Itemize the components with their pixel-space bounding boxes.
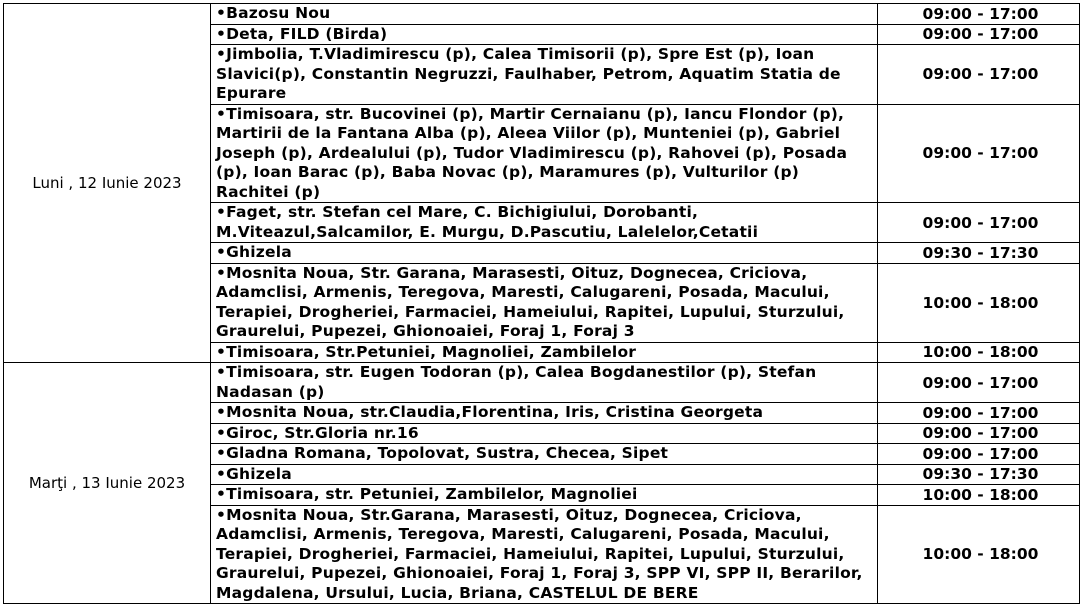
time-interval-cell: 09:00 - 17:00 (878, 363, 1080, 403)
time-interval-cell: 10:00 - 18:00 (878, 505, 1080, 604)
outage-schedule-table (3, 3, 1080, 604)
schedule-body (4, 4, 1080, 604)
time-interval-cell: 09:00 - 17:00 (878, 45, 1080, 105)
location-cell: •Mosnita Noua, str.Claudia,Florentina, Iris, Cristina Georgeta (211, 403, 878, 424)
time-interval-cell: 09:00 - 17:00 (878, 423, 1080, 444)
time-interval-cell: 09:00 - 17:00 (878, 403, 1080, 424)
time-interval-cell: 10:00 - 18:00 (878, 342, 1080, 363)
location-cell: •Ghizela (211, 464, 878, 485)
time-interval-cell: 09:00 - 17:00 (878, 203, 1080, 243)
time-interval-cell: 09:00 - 17:00 (878, 4, 1080, 25)
time-interval-cell: 10:00 - 18:00 (878, 485, 1080, 506)
table-row (4, 363, 1080, 403)
time-interval-cell: 09:00 - 17:00 (878, 24, 1080, 45)
location-cell: •Faget, str. Stefan cel Mare, C. Bichigiului, Dorobanti, M.Viteazul,Salcamilor, E. Murgu, D.Pascutiu, Lalelelor,Cetatii (211, 203, 878, 243)
day-label: Luni , 12 Iunie 2023 (4, 4, 211, 363)
location-cell: •Timisoara, str. Bucovinei (p), Martir Cernaianu (p), Iancu Flondor (p), Martirii de la Fantana Alba (p), Aleea Viilor (p), Munteniei (p), Gabriel Joseph (p), Ardealului (p), Tudor Vladimirescu (p), Rahovei (p), Posada (p), Ioan Barac (p), Baba Novac (p), Maramures (p), Vulturilor (p) Rachitei (p) (211, 104, 878, 203)
location-cell: •Timisoara, str. Petuniei, Zambilelor, Magnoliei (211, 485, 878, 506)
day-label: Marţi , 13 Iunie 2023 (4, 363, 211, 604)
location-cell: •Deta, FILD (Birda) (211, 24, 878, 45)
location-cell: •Jimbolia, T.Vladimirescu (p), Calea Timisorii (p), Spre Est (p), Ioan Slavici(p), Constantin Negruzzi, Faulhaber, Petrom, Aquatim Statia de Epurare (211, 45, 878, 105)
location-cell: •Mosnita Noua, Str.Garana, Marasesti, Oituz, Dognecea, Criciova, Adamclisi, Armenis, Teregova, Maresti, Calugareni, Posada, Macului, Terapiei, Drogheriei, Farmaciei, Hameiului, Rapitei, Lupului, Sturzului, Graurelui, Pupezei, Ghionoaiei, Foraj 1, Foraj 3, SPP VI, SPP II, Berarilor, Magdalena, Ursului, Lucia, Briana, CASTELUL DE BERE (211, 505, 878, 604)
location-cell: •Mosnita Noua, Str. Garana, Marasesti, Oituz, Dognecea, Criciova, Adamclisi, Armenis, Teregova, Maresti, Calugareni, Posada, Macului, Terapiei, Drogheriei, Farmaciei, Hameiului, Rapitei, Lupului, Sturzului, Graurelui, Pupezei, Ghionoaiei, Foraj 1, Foraj 3 (211, 263, 878, 342)
location-cell: •Bazosu Nou (211, 4, 878, 25)
time-interval-cell: 09:00 - 17:00 (878, 104, 1080, 203)
location-cell: •Timisoara, str. Eugen Todoran (p), Calea Bogdanestilor (p), Stefan Nadasan (p) (211, 363, 878, 403)
location-cell: •Timisoara, Str.Petuniei, Magnoliei, Zambilelor (211, 342, 878, 363)
location-cell: •Gladna Romana, Topolovat, Sustra, Checea, Sipet (211, 444, 878, 465)
location-cell: •Ghizela (211, 243, 878, 264)
time-interval-cell: 09:00 - 17:00 (878, 444, 1080, 465)
location-cell: •Giroc, Str.Gloria nr.16 (211, 423, 878, 444)
time-interval-cell: 10:00 - 18:00 (878, 263, 1080, 342)
time-interval-cell: 09:30 - 17:30 (878, 464, 1080, 485)
table-row (4, 4, 1080, 25)
time-interval-cell: 09:30 - 17:30 (878, 243, 1080, 264)
